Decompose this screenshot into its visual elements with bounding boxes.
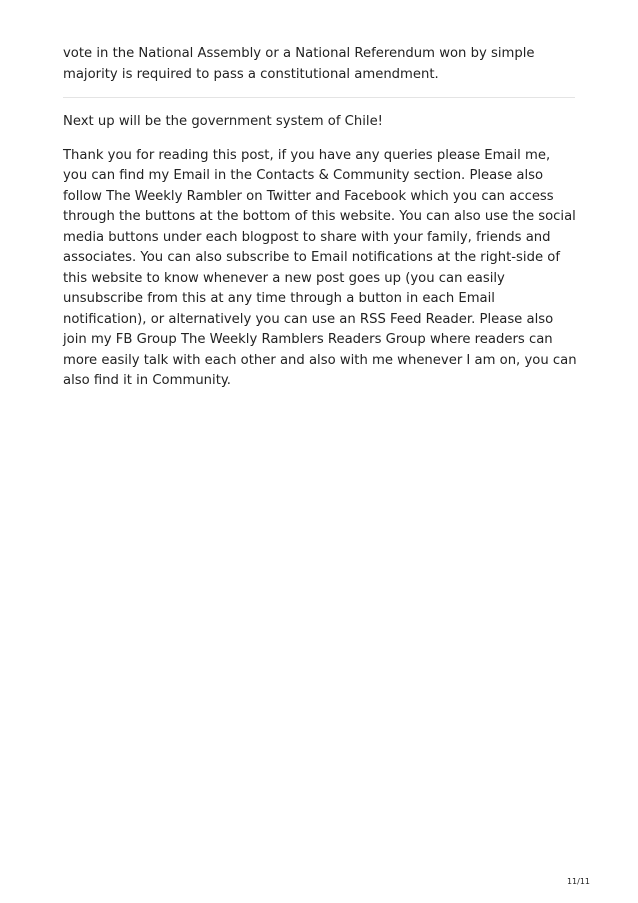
- document-content: [63, 44, 578, 392]
- paragraph-next-up: Next up will be the government system of Chile!: [63, 114, 383, 129]
- page-number: 11/11: [566, 877, 590, 886]
- section-divider: [63, 97, 575, 98]
- paragraph-amendment: vote in the National Assembly or a National Referendum won by simple majority is required to pass a constitutional amendment.: [63, 46, 535, 82]
- paragraph-thanks: Thank you for reading this post, if you have any queries please Email me, you can find my Email in the Contacts & Community section. Please also follow The Weekly Rambler on Twitter and Facebook which you can access through the buttons at the bottom of this website. You can also use the social media buttons under each blogpost to share with your family, friends and associates. You can also subscribe to Email notifications at the right-side of this website to know whenever a new post goes up (you can easily unsubscribe from this at any time through a button in each Email notification), or alternatively you can use an RSS Feed Reader. Please also join my FB Group The Weekly Ramblers Readers Group where readers can more easily talk with each other and also with me whenever I am on, you can also find it in Community.: [63, 147, 577, 388]
